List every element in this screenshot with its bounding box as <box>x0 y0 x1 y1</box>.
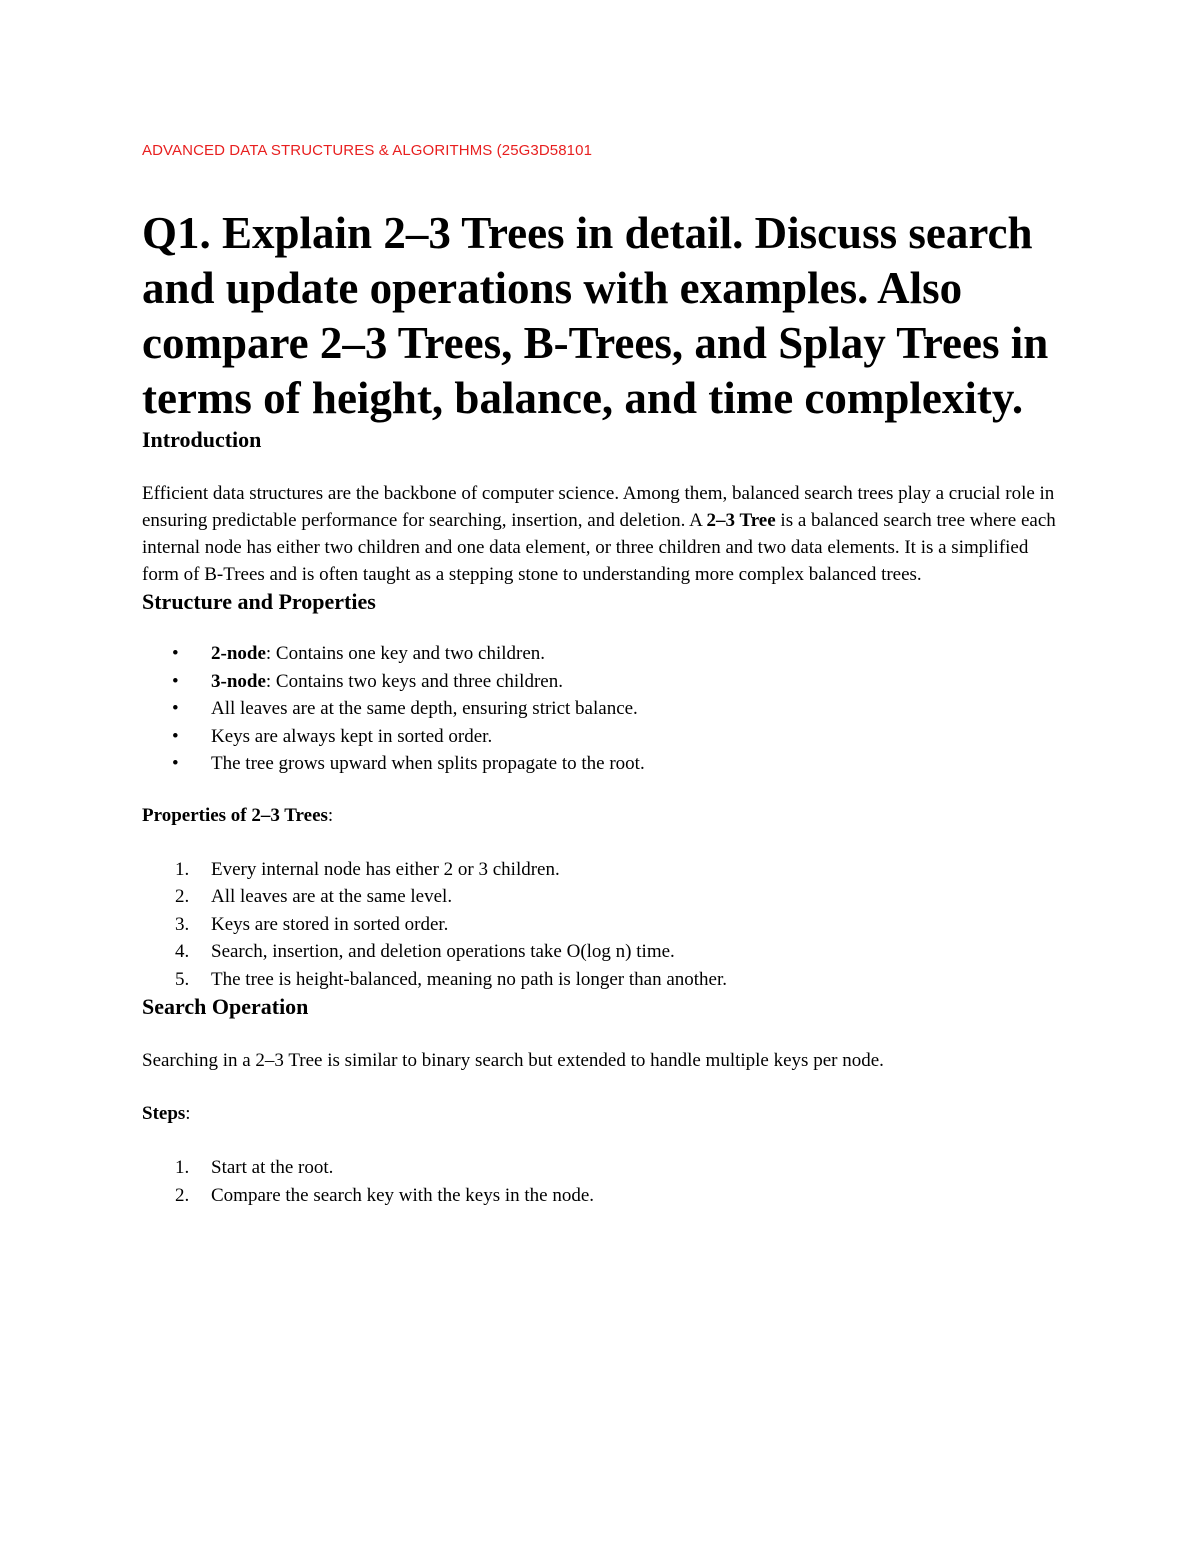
list-item-text: Start at the root. <box>211 1157 334 1178</box>
steps-subheading <box>142 1100 1062 1127</box>
list-item-text: Keys are stored in sorted order. <box>211 913 449 935</box>
search-paragraph: Searching in a 2–3 Tree is similar to binary search but extended to handle multiple keys per node. <box>142 1050 884 1071</box>
list-number: 1. <box>175 1157 190 1178</box>
list-item <box>142 938 1062 966</box>
list-item <box>142 668 1062 696</box>
properties-numbered-list <box>142 856 1062 994</box>
list-item-text: Search, insertion, and deletion operations take O(log n) time. <box>211 941 675 962</box>
list-item-text: : Contains one key and two children. <box>265 643 546 664</box>
list-item <box>142 1182 1062 1210</box>
list-number: 2. <box>175 1184 190 1206</box>
steps-numbered-list <box>142 1154 1062 1209</box>
list-number: 4. <box>175 941 190 962</box>
list-item <box>142 750 1062 778</box>
list-item-text: The tree grows upward when splits propagate to the root. <box>211 753 645 774</box>
list-number: 2. <box>175 886 190 907</box>
question-title: Q1. Explain 2–3 Trees in detail. Discuss search and update operations with examples. Also compare 2–3 Trees, B-Trees, and Splay Trees in terms of height, balance, and time complexity. <box>142 208 1049 423</box>
list-item <box>142 695 1062 723</box>
bullet-icon: • <box>172 643 179 664</box>
bullet-icon: • <box>172 698 179 719</box>
list-item-text: All leaves are at the same depth, ensuring strict balance. <box>211 698 638 719</box>
list-number: 1. <box>175 858 190 880</box>
document-page <box>142 142 1062 1209</box>
list-item-text: All leaves are at the same level. <box>211 886 453 907</box>
list-item <box>142 1154 1062 1182</box>
introduction-paragraph <box>142 480 1062 588</box>
course-header: ADVANCED DATA STRUCTURES & ALGORITHMS (25G3D58101 <box>142 142 593 159</box>
list-item-text: The tree is height-balanced, meaning no path is longer than another. <box>211 968 727 990</box>
bullet-icon: • <box>172 753 179 774</box>
properties-subheading-suffix: : <box>327 804 334 826</box>
properties-subheading-bold: Properties of 2–3 Trees <box>142 804 328 826</box>
search-heading: Search Operation <box>142 994 309 1019</box>
list-number: 3. <box>175 913 190 935</box>
list-number: 5. <box>175 968 190 990</box>
intro-bold-term: 2–3 Tree <box>706 510 776 531</box>
properties-subheading <box>142 802 1062 829</box>
list-item <box>142 640 1062 668</box>
intro-text-before: Efficient data structures are the backbone of computer science. Among them, balanced search trees play a crucial role in ensuring predictable performance for searching, insertion, and deletion. A <box>142 483 1055 531</box>
list-item-bold: 3-node <box>211 670 266 692</box>
list-item <box>142 966 1062 994</box>
list-item-text: Compare the search key with the keys in the node. <box>211 1184 595 1206</box>
steps-subheading-suffix: : <box>185 1103 191 1124</box>
list-item-text: Every internal node has either 2 or 3 children. <box>211 858 560 880</box>
list-item-bold: 2-node <box>211 643 266 664</box>
list-item-text: : Contains two keys and three children. <box>265 670 563 692</box>
list-item-text: Keys are always kept in sorted order. <box>211 725 493 747</box>
list-item <box>142 856 1062 884</box>
bullet-icon: • <box>172 670 179 692</box>
list-item <box>142 723 1062 751</box>
structure-heading: Structure and Properties <box>142 589 376 614</box>
list-item <box>142 883 1062 911</box>
structure-bullet-list <box>142 640 1062 778</box>
intro-text-after: is a balanced search tree where each internal node has either two children and one data element, or three children and two data elements. It is a simplified form of B-Trees and is often taught as a stepping stone to understanding more complex balanced trees. <box>142 510 1056 585</box>
list-item <box>142 911 1062 939</box>
introduction-heading: Introduction <box>142 427 262 452</box>
bullet-icon: • <box>172 725 179 747</box>
steps-subheading-bold: Steps <box>142 1103 186 1124</box>
